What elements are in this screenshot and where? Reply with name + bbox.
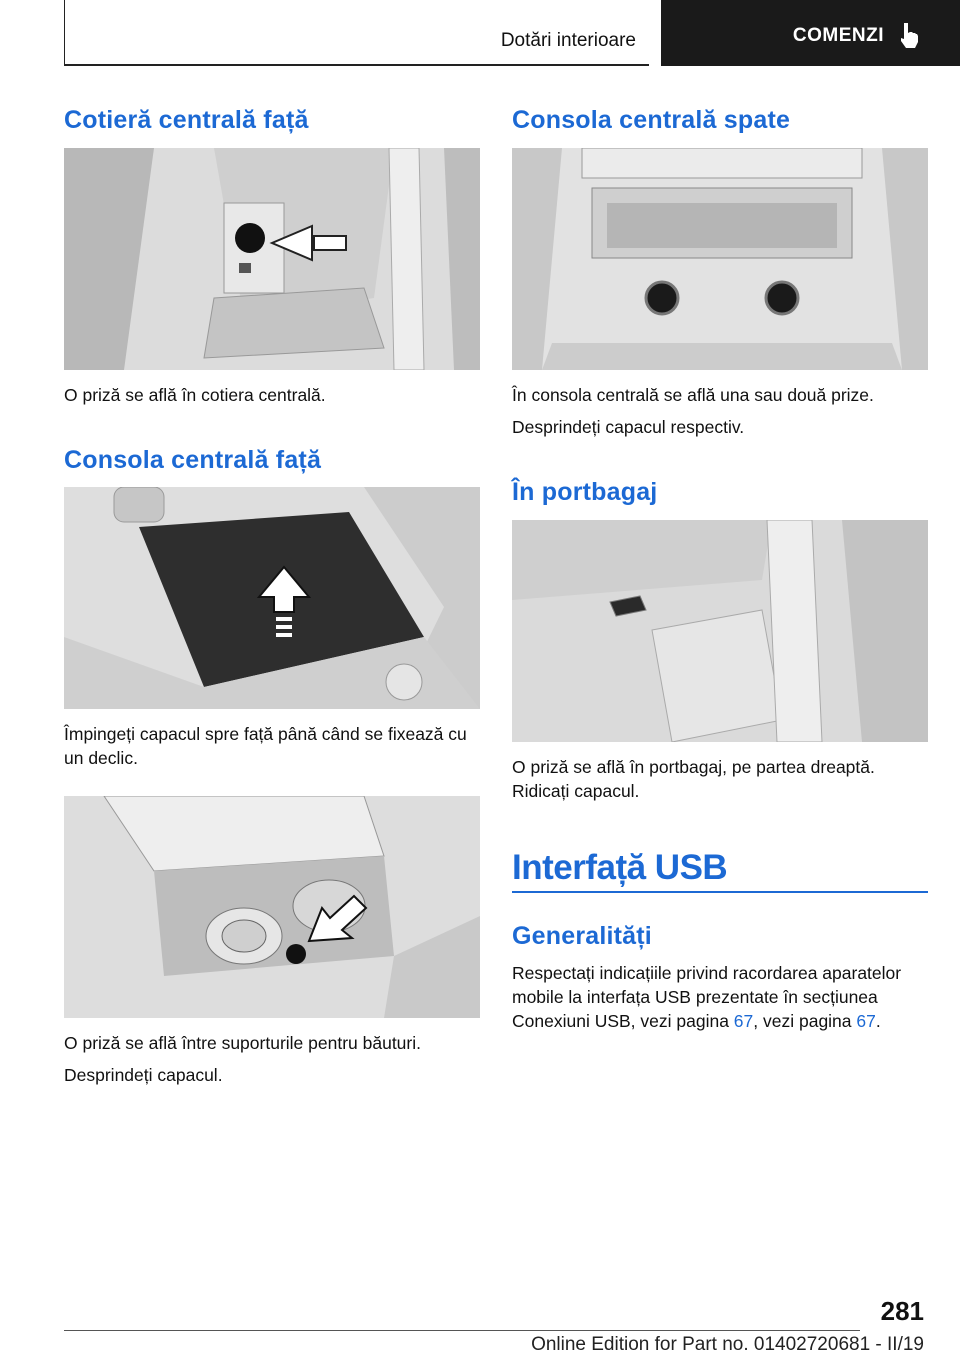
usb-text-part-1: Respectați indicațiile privind racordarea aparatelor mobile la interfața USB prezentate în secțiunea Conexiuni USB, vezi pagina [512,963,902,1031]
text-detach-cover: Desprindeți capacul. [64,1065,223,1085]
figure-cupholder-socket [64,796,480,1018]
heading-front-armrest: Cotieră centrală față [64,106,309,134]
heading-luggage: În portbagaj [512,478,658,506]
heading-rear-console: Consola centrală spate [512,106,791,134]
figure-front-console-cover [64,487,480,709]
text-detach-rear-cover: Desprindeți capacul respectiv. [512,417,745,437]
chapter-tab[interactable] [661,0,960,66]
heading-front-console: Consola centrală față [64,446,322,474]
footer-rule [64,1330,860,1331]
figure-luggage-socket [512,520,928,742]
text-armrest-socket: O priză se află în cotiera centrală. [64,385,326,405]
figure-armrest-socket [64,148,480,370]
page-number: 281 [880,1296,924,1326]
header-underline [64,64,649,66]
heading-usb-interface: Interfață USB [512,848,728,887]
usb-text-part-3: . [875,1011,881,1031]
usb-text-part-2: , vezi pagina [753,1011,857,1031]
hand-pointer-icon [898,21,920,49]
text-cupholder-socket: O priză se află între suporturile pentru băuturi. [64,1033,421,1053]
text-rear-sockets: În consola centrală se află una sau două prize. [512,385,874,405]
header-section-title: Dotări interioare [500,30,636,51]
heading-underline [512,891,928,893]
page-link-67[interactable]: 67 [733,1011,754,1031]
text-usb-general [512,961,928,1033]
footer-edition: Online Edition for Part no. 01402720681 - II/19 [531,1334,924,1355]
text-luggage-socket: O priză se află în portbagaj, pe partea dreaptă. Ridicați capacul. [512,757,875,801]
page-link-67-second[interactable]: 67 [856,1011,876,1031]
figure-rear-console-sockets [512,148,928,370]
header-divider-left [64,0,65,66]
text-push-cover: Împingeți capacul spre față până când se fixează cu un declic. [64,724,467,768]
heading-general: Generalități [512,922,652,950]
chapter-label: COMENZI [792,25,884,46]
